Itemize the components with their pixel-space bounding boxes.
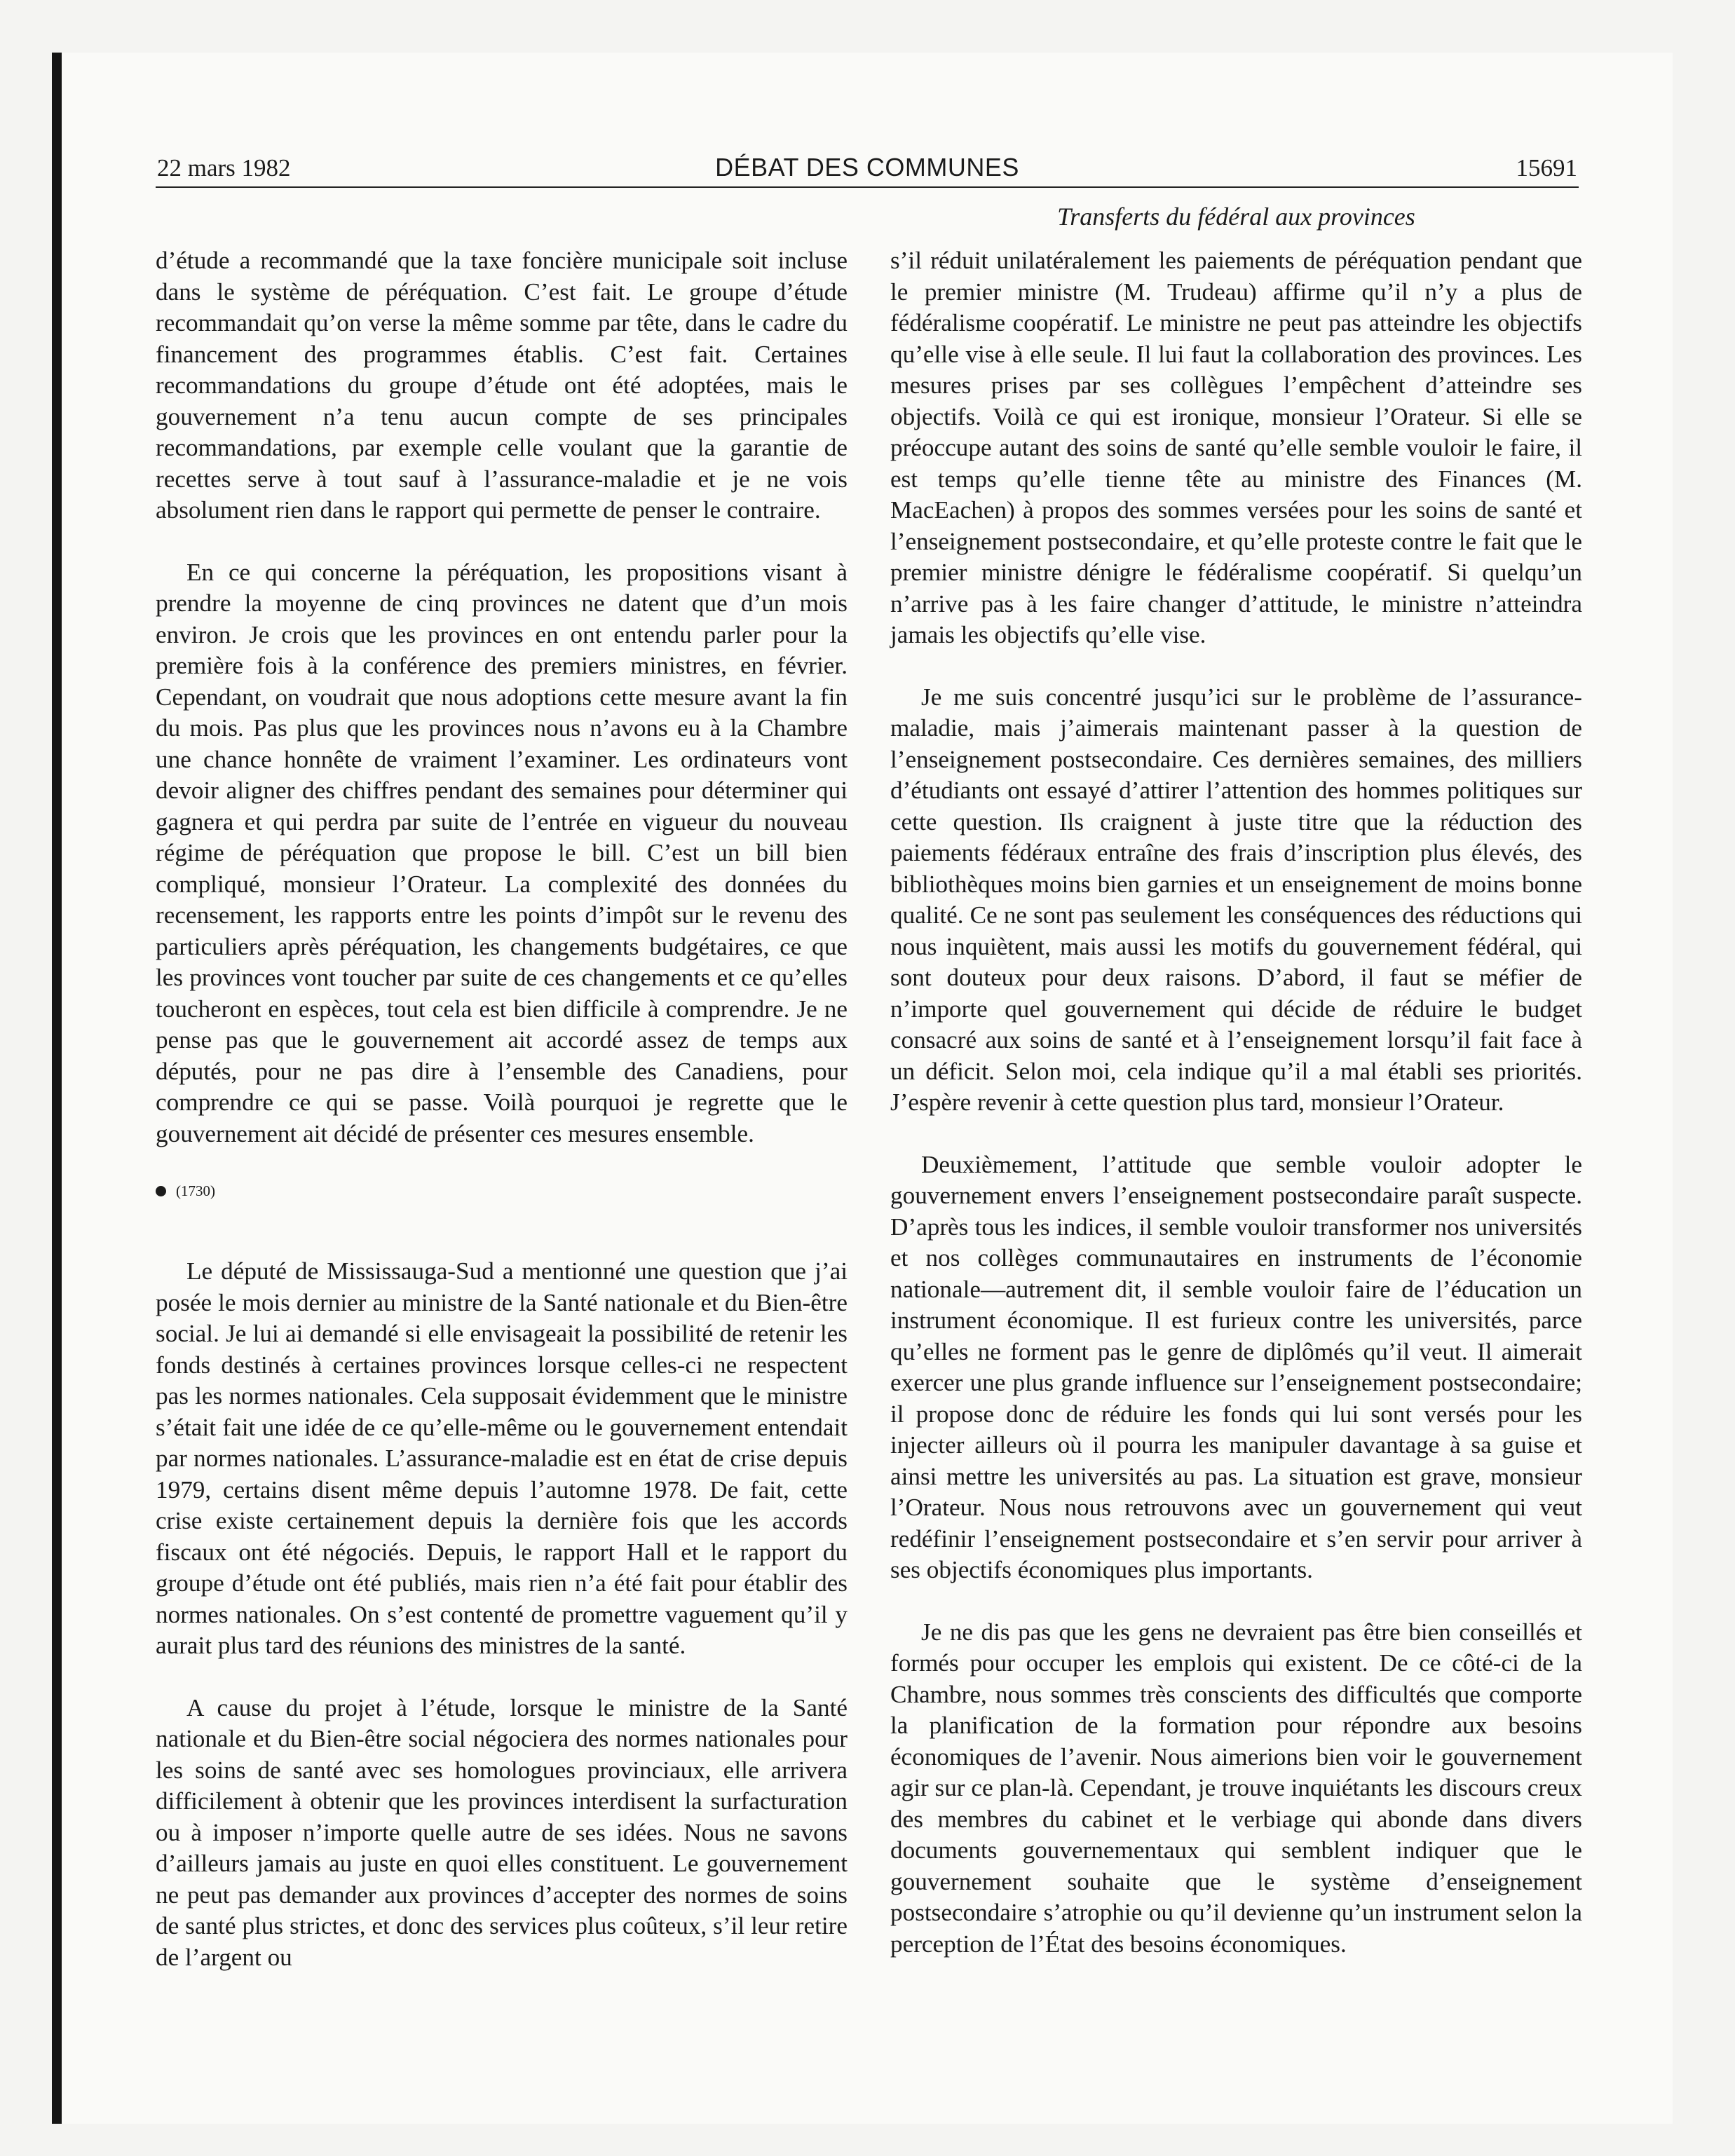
running-header: [156, 147, 1579, 188]
scan-border: [52, 53, 62, 2124]
paragraph: Deuxièmement, l’attitude que semble vouloir adopter le gouvernement envers l’enseignement postsecondaire paraît suspecte. D’après tous les indices, il semble vouloir transformer nos universités et nos collèges communautaires en instruments de l’économie nationale—autrement dit, il semble vouloir faire de l’éducation un instrument économique. Il est furieux contre les universités, parce qu’elles ne forment pas le genre de diplômés qu’il veut. Il aimerait exercer une plus grande influence sur l’enseignement postsecondaire; il propose donc de réduire les fonds qui lui sont versés pour les injecter ailleurs où il pourra les manipuler davantage à sa guise et ainsi mettre les universités au pas. La situation est grave, monsieur l’Orateur. Nous nous retrouvons avec un gouvernement qui veut redéfinir l’enseignement postsecondaire et s’en servir pour arriver à ses objectifs économiques plus importants.: [890, 1150, 1582, 1583]
right-column: [890, 245, 1582, 1991]
header-title: DÉBAT DES COMMUNES: [715, 153, 1019, 182]
paragraph: Je ne dis pas que les gens ne devraient pas être bien conseillés et formés pour occuper les emplois qui existent. De ce côté-ci de la Chambre, nous sommes très conscients des difficultés que comporte la planification de la formation pour répondre aux besoins économiques de l’avenir. Nous aimerions bien voir le gouvernement agir sur ce plan-là. Cependant, je trouve inquiétants les discours creux des membres du cabinet et le verbiage qui abonde dans divers documents gouvernementaux qui semblent indiquer que le gouvernement souhaite que le système d’enseignement postsecondaire s’atrophie ou qu’il devienne qu’un instrument selon la perception de l’État des besoins économiques.: [890, 1618, 1582, 1958]
time-marker-text: (1730): [176, 1182, 215, 1199]
paragraph: Je me suis concentré jusqu’ici sur le problème de l’assurance-maladie, mais j’aimerais maintenant passer à la question de l’enseignement postsecondaire. Ces dernières semaines, des milliers d’étudiants ont essayé d’attirer l’attention des hommes politiques sur cette question. Ils craignent à juste titre que la réduction des paiements fédéraux entraîne des frais d’inscription plus élevés, des bibliothèques moins bien garnies et un enseignement de moins bonne qualité. Ce ne sont pas seulement les conséquences des réductions qui nous inquiètent, mais aussi les motifs du gouvernement fédéral, qui sont douteux pour deux raisons. D’abord, il faut se méfier de n’importe quel gouvernement qui décide de réduire le budget consacré aux soins de santé et à l’enseignement lorsqu’il fait face à un déficit. Selon moi, cela indique qu’il a mal établi ses priorités. J’espère revenir à cette question plus tard, monsieur l’Orateur.: [890, 683, 1582, 1116]
paragraph: s’il réduit unilatéralement les paiements de péréquation pendant que le premier ministre (M. Trudeau) affirme qu’il n’y a plus de fédéralisme coopératif. Le ministre ne peut pas atteindre les objectifs qu’elle vise à elle seule. Il lui faut la collaboration des provinces. Les mesures prises par ses collègues l’empêchent d’atteindre ses objectifs. Voilà ce qui est ironique, monsieur l’Orateur. Si elle se préoccupe autant des soins de santé qu’elle semble vouloir le faire, il est temps qu’elle tienne tête au ministre des Finances (M. MacEachen) à propos des sommes versées pour les soins de santé et l’enseignement postsecondaire, et qu’elle proteste contre le fait que le premier ministre dénigre le fédéralisme coopératif. Si quelqu’un n’arrive pas à les faire changer d’attitude, le ministre n’atteindra jamais les objectifs qu’elle vise.: [890, 247, 1582, 648]
header-page-number: 15691: [1516, 154, 1577, 182]
bullet-icon: [156, 1186, 166, 1196]
paragraph: En ce qui concerne la péréquation, les propositions visant à prendre la moyenne de cinq provinces ne datent que d’un mois environ. Je crois que les provinces en ont entendu parler pour la première fois à la conférence des premiers ministres, en février. Cependant, on voudrait que nous adoptions cette mesure avant la fin du mois. Pas plus que les provinces nous n’avons eu à la Chambre une chance honnête de vraiment l’examiner. Les ordinateurs vont devoir aligner des chiffres pendant des semaines pour déterminer qui gagnera et qui perdra par suite de l’entrée en vigueur du nouveau régime de péréquation que propose le bill. C’est un bill bien compliqué, monsieur l’Orateur. La complexité des données du recensement, les rapports entre les points d’impôt sur le revenu des particuliers après péréquation, les changements budgétaires, ce que les provinces vont toucher par suite de ces changements et ce qu’elles toucheront en espèces, tout cela est bien difficile à comprendre. Je ne pense pas que le gouvernement ait accordé assez de temps aux députés, pour ne pas dire à l’ensemble des Canadiens, pour comprendre ce qui se passe. Voilà pourquoi je regrette que le gouvernement ait décidé de présenter ces mesures ensemble.: [156, 558, 848, 1147]
left-column: [156, 245, 848, 2004]
paragraph: d’étude a recommandé que la taxe foncière municipale soit incluse dans le système de péréquation. C’est fait. Le groupe d’étude recommandait qu’on verse la même somme par tête, dans le cadre du financement des programmes établis. C’est fait. Certaines recommandations du groupe d’étude ont été adoptées, mais le gouvernement n’a tenu aucun compte de ses principales recommandations, par exemple celle voulant que la garantie de recettes serve à tout sauf à l’assurance-maladie et je ne vois absolument rien dans le rapport qui permette de penser le contraire.: [156, 247, 848, 524]
header-date: 22 mars 1982: [157, 154, 291, 182]
time-marker: [156, 1180, 848, 1201]
subject-heading: Transferts du fédéral aux provinces: [1057, 203, 1415, 231]
paragraph: A cause du projet à l’étude, lorsque le ministre de la Santé nationale et du Bien-être social négociera des normes nationales pour les soins de santé avec ses homologues provinciaux, elle arrivera difficilement à obtenir que les provinces interdisent la surfacturation ou à imposer n’importe quelle autre de ses idées. Nous ne savons d’ailleurs jamais au juste en quoi elles constituent. Le gouvernement ne peut pas demander aux provinces d’accepter des normes de soins de santé plus strictes, et donc des services plus coûteux, s’il leur retire de l’argent ou: [156, 1693, 848, 1971]
paragraph: Le député de Mississauga-Sud a mentionné une question que j’ai posée le mois dernier au ministre de la Santé nationale et du Bien-être social. Je lui ai demandé si elle envisageait la possibilité de retenir les fonds destinés à certaines provinces lorsque celles-ci ne respectent pas les normes nationales. Cela supposait évidemment que le ministre s’était fait une idée de ce qu’elle-même ou le gouvernement entendait par normes nationales. L’assurance-maladie est en état de crise depuis 1979, certains disent même depuis l’automne 1978. De fait, cette crise existe certainement depuis la dernière fois que les accords fiscaux ont été négociés. Depuis, le rapport Hall et le rapport du groupe d’étude ont été publiés, mais rien n’a été fait pour établir des normes nationales. On s’est contenté de promettre vaguement qu’il y aurait plus tard des réunions des ministres de la santé.: [156, 1257, 848, 1659]
